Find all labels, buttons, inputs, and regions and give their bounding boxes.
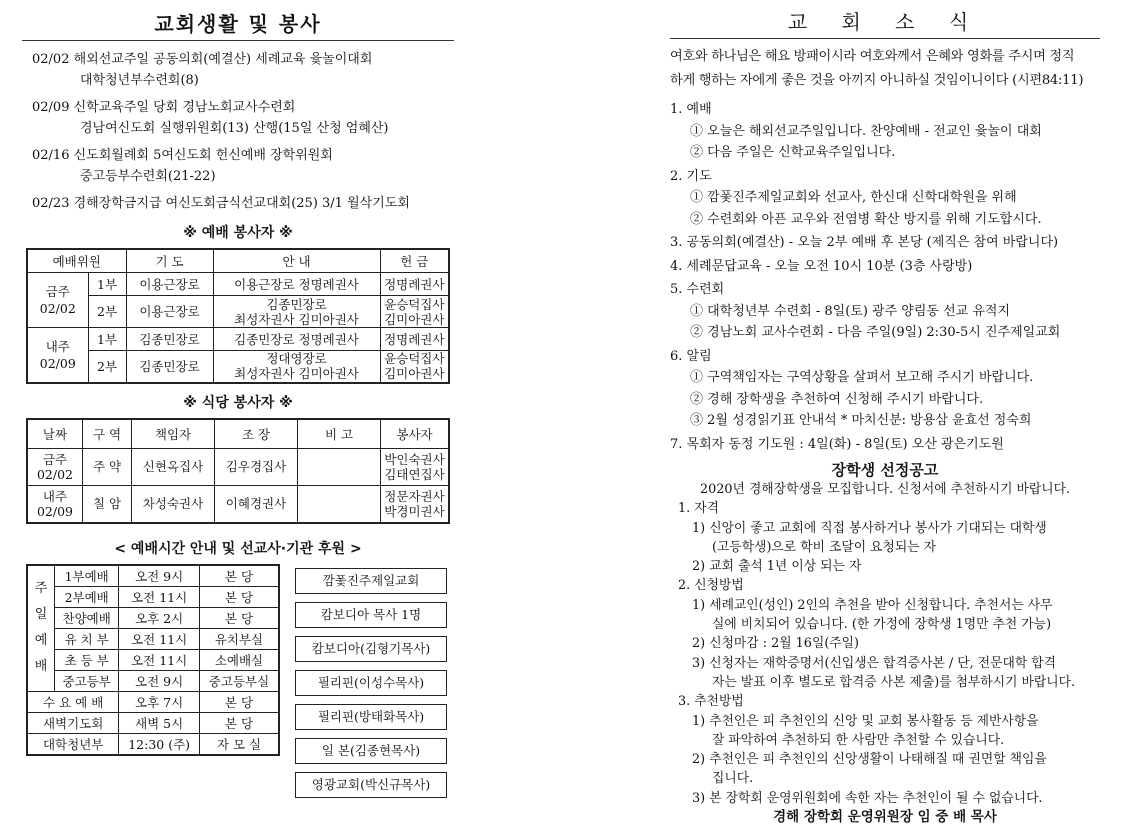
news-item — [670, 232, 1100, 254]
service-place: 자 모 실 — [199, 733, 279, 755]
news-item — [670, 279, 1100, 344]
offering-name: 윤승덕집사 — [384, 351, 445, 367]
service-cell: 2부 — [88, 296, 126, 328]
week-date: 02/02 — [36, 466, 74, 482]
news-heading: 4. 세례문답교육 - 오늘 오전 10시 10분 (3층 사랑방) — [670, 258, 973, 274]
service-name: 1부예배 — [55, 565, 119, 587]
service-name: 대학청년부 — [27, 733, 119, 755]
schedule-line: 02/16 신도회월례회 5여신도회 헌신예배 장학위원회 — [32, 148, 333, 163]
news-heading: 6. 알림 — [670, 348, 712, 364]
service-time: 오전 11시 — [119, 628, 200, 649]
news-subitem: ① 오늘은 해외선교주일입니다. 찬양예배 - 전교인 윷놀이 대회 — [690, 123, 1042, 139]
news-subitem: ① 구역책임자는 구역상황을 살펴서 보고해 주시기 바랍니다. — [690, 370, 1034, 385]
week-label: 금주 — [45, 284, 70, 299]
news-heading: 7. 목회자 동정 기도원 : 4일(화) - 8일(토) 오산 광은기도원 — [670, 436, 1004, 452]
scholarship-line: (고등학생)으로 학비 조달이 요청되는 자 — [712, 539, 937, 555]
date-cell — [27, 485, 83, 523]
scholarship-line: 실에 비치되어 있습니다. (한 가정에 장학생 1명만 추천 가능) — [712, 617, 1052, 633]
service-cell: 1부 — [88, 273, 126, 296]
scholarship-line: 2) 신청마감 : 2월 16일(주일) — [692, 636, 860, 652]
service-times-section — [22, 564, 454, 792]
table-header-row — [27, 249, 449, 273]
mission-support-list — [295, 568, 447, 806]
prayer-cell: 이용근장로 — [126, 296, 213, 328]
mission-item: 캄보디아 목사 1명 — [295, 602, 447, 628]
offering-cell — [380, 296, 449, 328]
service-time: 오후 7시 — [119, 691, 200, 712]
scholarship-line: 1) 세례교인(성인) 2인의 추천을 받아 신청합니다. 추천서는 사무 — [692, 597, 1053, 613]
verse-line: 여호와 하나님은 해요 방패이시라 여호와께서 은혜와 영화를 주시며 정직 — [670, 49, 1075, 64]
offering-name: 김미아권사 — [384, 366, 445, 382]
service-cell: 1부 — [88, 328, 126, 351]
guide-name: 최성자권사 김미아권사 — [234, 366, 359, 382]
table-row — [27, 485, 449, 523]
service-time: 오전 9시 — [119, 670, 200, 691]
scholarship-line: 2) 추천인은 피 추천인의 신앙생활이 나태해질 때 권면할 책임을 — [692, 752, 1047, 768]
volunteer-cell — [381, 448, 450, 485]
header-cell: 비 고 — [298, 419, 381, 449]
service-time: 오전 11시 — [119, 649, 200, 670]
scholarship-line: 집니다. — [712, 771, 754, 787]
news-subitem: ② 경남노회 교사수련회 - 다음 주일(9일) 2:30-5시 진주제일교회 — [690, 325, 1061, 340]
cafeteria-volunteers-table — [26, 418, 450, 524]
news-item — [670, 166, 1100, 231]
mission-item: 깜퐃진주제일교회 — [295, 568, 447, 594]
guide-name: 최성자권사 김미아권사 — [234, 311, 359, 327]
scholarship-line: 잘 파악하여 추천하되 한 사람만 추천할 수 있습니다. — [712, 732, 1005, 748]
vertical-char: 예 — [34, 633, 48, 648]
service-name: 2부예배 — [55, 586, 119, 607]
volunteer-cell — [381, 485, 450, 523]
prayer-cell: 김종민장로 — [126, 351, 213, 383]
sunday-worship-label — [27, 565, 55, 692]
guide-cell: 김종민장로 정명례권사 — [213, 328, 380, 351]
note-cell — [298, 485, 381, 523]
news-heading: 2. 기도 — [670, 168, 712, 184]
news-item — [670, 256, 1100, 278]
head-cell: 이혜경권사 — [215, 485, 298, 523]
header-cell: 기 도 — [126, 249, 213, 273]
service-name: 유 치 부 — [55, 628, 119, 649]
guide-cell — [213, 296, 380, 328]
service-times-table — [26, 564, 280, 756]
news-item — [670, 99, 1100, 164]
table-row — [27, 328, 449, 351]
title-divider — [670, 38, 1100, 39]
date-cell — [27, 448, 83, 485]
news-subitem: ② 수련회와 아픈 교우와 전염병 확산 방지를 위해 기도합시다. — [690, 211, 1042, 227]
schedule-line: 경남여신도회 실행위원회(13) 산행(15일 산청 엄혜산) — [80, 121, 389, 136]
scholarship-line: 3) 본 장학회 운영위원회에 속한 자는 추천인이 될 수 없습니다. — [692, 790, 1043, 806]
worship-volunteers-table — [26, 248, 450, 384]
week-date: 02/02 — [39, 301, 76, 316]
church-news-title: 교 회 소 식 — [787, 10, 983, 34]
left-column — [22, 0, 454, 792]
table-row — [27, 448, 449, 485]
offering-cell: 정명례권사 — [380, 273, 449, 296]
service-cell: 2부 — [88, 351, 126, 383]
vertical-char: 일 — [34, 607, 48, 622]
guide-cell: 이용근장로 정명례권사 — [213, 273, 380, 296]
news-subitem: ② 다음 주일은 신학교육주일입니다. — [690, 145, 896, 160]
news-list — [670, 99, 1100, 455]
header-cell: 봉사자 — [381, 419, 450, 449]
header-cell: 조 장 — [215, 419, 298, 449]
scholarship-intro: 2020년 경해장학생을 모집합니다. 신청서에 추천하시기 바랍니다. — [699, 482, 1071, 497]
cafeteria-volunteers-title: ※ 식당 봉사자 ※ — [183, 394, 293, 411]
scholarship-line: 2. 신청방법 — [678, 578, 744, 594]
table-header-row — [27, 419, 449, 449]
news-item — [670, 346, 1100, 432]
service-place: 소예배실 — [199, 649, 279, 670]
worship-volunteers-title: ※ 예배 봉사자 ※ — [183, 225, 293, 241]
schedule-item — [32, 145, 454, 187]
header-cell: 구 역 — [83, 419, 132, 449]
news-subitem: ① 대학청년부 수련회 - 8일(토) 광주 양림동 선교 유적지 — [690, 303, 1011, 319]
service-name: 새벽기도회 — [27, 712, 119, 733]
mission-item: 필리핀(이성수목사) — [295, 670, 447, 696]
table-row — [27, 670, 279, 691]
area-cell: 칠 암 — [83, 485, 132, 523]
service-name: 초 등 부 — [55, 649, 119, 670]
mission-item: 캄보디아(김형기목사) — [295, 636, 447, 662]
scholarship-notice — [670, 480, 1100, 827]
service-time: 12:30 (주) — [119, 733, 200, 755]
mission-item: 필리핀(방태화목사) — [295, 704, 447, 730]
schedule-line: 대학청년부수련회(8) — [80, 73, 199, 88]
week-label-cell — [27, 328, 88, 383]
vertical-char: 배 — [34, 659, 48, 674]
table-row — [27, 733, 279, 755]
service-time: 오전 11시 — [119, 586, 200, 607]
news-heading: 5. 수련회 — [670, 282, 725, 297]
week-label-cell — [27, 273, 88, 328]
service-time: 오후 2시 — [119, 607, 200, 628]
week-date: 02/09 — [36, 503, 74, 519]
header-cell: 날짜 — [27, 419, 83, 449]
schedule-list — [22, 49, 454, 214]
lead-cell: 차성숙권사 — [132, 485, 215, 523]
scholarship-line: 3) 신청자는 재학증명서(신입생은 합격증사본 / 단, 전문대학 합격 — [692, 655, 1057, 671]
title-divider — [22, 40, 454, 41]
scholarship-line: 1. 자격 — [678, 501, 720, 517]
guide-name: 정대영장로 — [266, 351, 327, 367]
news-subitem: ③ 2월 성경읽기표 안내석 * 마치신분: 방용삼 윤효선 정숙희 — [690, 413, 1032, 428]
table-row — [27, 351, 449, 383]
offering-name: 김미아권사 — [384, 311, 445, 327]
schedule-line: 02/02 해외선교주일 공동의회(예결산) 세례교육 윷놀이대회 — [32, 52, 373, 67]
service-place: 본 당 — [199, 607, 279, 628]
table-row — [27, 691, 279, 712]
header-cell: 책임자 — [132, 419, 215, 449]
service-time: 오전 9시 — [119, 565, 200, 587]
scholarship-line: 1) 추천인은 피 추천인의 신앙 및 교회 봉사활동 등 제반사항을 — [692, 713, 1039, 729]
schedule-item — [32, 193, 454, 214]
prayer-cell: 김종민장로 — [126, 328, 213, 351]
news-subitem: ② 경해 장학생을 추천하여 신청해 주시기 바랍니다. — [690, 391, 984, 407]
news-subitem: ① 깜퐃진주제일교회와 선교사, 한신대 신학대학원을 위해 — [690, 190, 1017, 205]
schedule-item — [32, 49, 454, 91]
header-cell: 헌 금 — [380, 249, 449, 273]
table-row — [27, 586, 279, 607]
guide-name: 김종민장로 — [266, 296, 327, 312]
service-place: 본 당 — [199, 712, 279, 733]
scholarship-title: 장학생 선정공고 — [831, 461, 939, 479]
schedule-item — [32, 97, 454, 139]
service-name: 중고등부 — [55, 670, 119, 691]
mission-item: 영광교회(박신규목사) — [295, 772, 447, 798]
scholarship-signature: 경해 장학회 운영위원장 임 중 배 목사 — [773, 809, 997, 826]
volunteer-name: 박경미권사 — [384, 503, 445, 519]
table-row — [27, 712, 279, 733]
scholarship-line: 1) 신앙이 좋고 교회에 직접 봉사하거나 봉사가 기대되는 대학생 — [692, 520, 1047, 536]
week-label: 금주 — [42, 451, 68, 467]
volunteer-name: 박인숙권사 — [384, 451, 445, 467]
guide-cell — [213, 351, 380, 383]
table-row — [27, 565, 279, 587]
week-date: 02/09 — [39, 355, 76, 371]
news-heading: 3. 공동의회(예결산) - 오늘 2부 예배 후 본당 (제직은 참여 바랍니다) — [670, 235, 1059, 250]
head-cell: 김우경집사 — [215, 448, 298, 485]
service-time: 새벽 5시 — [119, 712, 200, 733]
mission-item: 일 본(김종현목사) — [295, 738, 447, 764]
week-label: 내주 — [45, 338, 70, 354]
table-row — [27, 296, 449, 328]
verse-line: 하게 행하는 자에게 좋은 것을 아끼지 아니하실 것임이니이다 (시편84:11) — [670, 73, 1084, 88]
header-cell: 예배위원 — [27, 249, 126, 273]
church-life-title: 교회생활 및 봉사 — [154, 12, 322, 36]
scholarship-line: 3. 추천방법 — [678, 694, 744, 710]
week-label: 내주 — [42, 488, 68, 504]
volunteer-name: 정문자권사 — [384, 488, 445, 504]
offering-name: 윤승덕집사 — [384, 296, 445, 312]
area-cell: 주 약 — [83, 448, 132, 485]
service-name: 수 요 예 배 — [27, 691, 119, 712]
service-place: 본 당 — [199, 586, 279, 607]
scripture-verse — [670, 45, 1100, 93]
service-times-title: < 예배시간 안내 및 선교사·기관 후원 > — [114, 540, 362, 557]
news-item — [670, 434, 1100, 456]
header-cell: 안 내 — [213, 249, 380, 273]
offering-cell: 정명례권사 — [380, 328, 449, 351]
vertical-char: 주 — [34, 581, 48, 596]
news-heading: 1. 예배 — [670, 102, 712, 117]
table-row — [27, 649, 279, 670]
table-row — [27, 273, 449, 296]
service-place: 본 당 — [199, 565, 279, 587]
lead-cell: 신현옥집사 — [132, 448, 215, 485]
table-row — [27, 628, 279, 649]
scholarship-line: 2) 교회 출석 1년 이상 되는 자 — [692, 559, 862, 575]
service-place: 본 당 — [199, 691, 279, 712]
service-place: 중고등부실 — [199, 670, 279, 691]
prayer-cell: 이용근장로 — [126, 273, 213, 296]
schedule-line: 02/23 경해장학금지급 여신도회금식선교대회(25) 3/1 월삭기도회 — [32, 196, 410, 211]
offering-cell — [380, 351, 449, 383]
schedule-line: 중고등부수련회(21-22) — [80, 169, 216, 184]
right-column — [670, 0, 1100, 827]
volunteer-name: 김태연집사 — [384, 466, 445, 482]
schedule-line: 02/09 신학교육주일 당회 경남노회교사수련회 — [32, 100, 296, 115]
service-name: 찬양예배 — [55, 607, 119, 628]
service-place: 유치부실 — [199, 628, 279, 649]
table-row — [27, 607, 279, 628]
note-cell — [298, 448, 381, 485]
scholarship-line: 자는 발표 이후 별도로 합격증 사본 제출)를 첨부하시기 바랍니다. — [712, 674, 1076, 690]
